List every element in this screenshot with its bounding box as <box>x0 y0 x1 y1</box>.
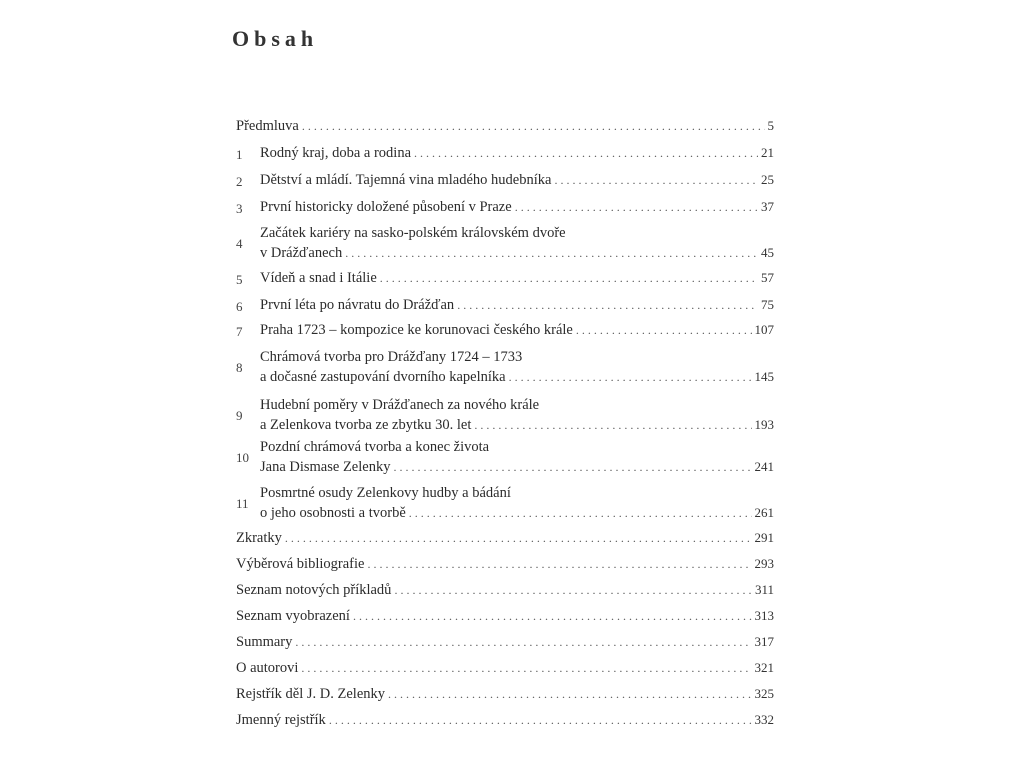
dot-leader <box>380 269 758 288</box>
page-title: Obsah <box>232 26 319 51</box>
dot-leader <box>345 244 758 263</box>
page-number: 321 <box>754 660 774 675</box>
entry-title-line: Vídeň a snad i Itálie <box>260 270 377 286</box>
chapter-number: 6 <box>236 299 243 314</box>
dot-leader <box>285 529 752 548</box>
entry-title-line: Výběrová bibliografie <box>236 556 365 572</box>
chapter-number: 10 <box>236 450 249 465</box>
entry-title-line: Dětství a mládí. Tajemná vina mladého hudebníka <box>260 172 552 188</box>
dot-leader <box>353 607 752 626</box>
dot-leader <box>414 144 758 163</box>
dot-leader <box>576 321 752 340</box>
page-number: 37 <box>761 199 774 214</box>
dot-leader <box>515 198 758 217</box>
chapter-number: 7 <box>236 324 243 339</box>
page-number: 261 <box>754 505 774 520</box>
page-number: 311 <box>754 582 774 597</box>
entry-title-line: Jmenný rejstřík <box>236 712 326 728</box>
dot-leader <box>457 296 758 315</box>
entry-title-line: Seznam notových příkladů <box>236 582 392 598</box>
entry-title-line: První historicky doložené působení v Praze <box>260 199 512 215</box>
entry-title-line: Jana Dismase Zelenky <box>260 459 391 475</box>
dot-leader <box>302 117 765 136</box>
page-number: 75 <box>761 297 774 312</box>
page-number: 45 <box>761 245 774 260</box>
page-number: 25 <box>761 172 774 187</box>
page-number: 313 <box>754 608 774 623</box>
page-number: 57 <box>761 270 774 285</box>
chapter-number: 5 <box>236 272 243 287</box>
page-number: 332 <box>754 712 774 727</box>
dot-leader <box>409 504 752 523</box>
page-number: 21 <box>761 145 774 160</box>
entry-title-line: v Drážďanech <box>260 245 343 261</box>
page-number: 291 <box>754 530 774 545</box>
page-number: 5 <box>767 118 774 133</box>
dot-leader <box>301 659 751 678</box>
dot-leader <box>367 555 751 574</box>
entry-title-line: Zkratky <box>236 530 282 546</box>
page-number: 107 <box>754 322 774 337</box>
entry-title-line: Předmluva <box>236 118 299 134</box>
entry-title-line: Chrámová tvorba pro Drážďany 1724 – 1733 <box>260 349 523 365</box>
entry-title-line: Rodný kraj, doba a rodina <box>260 145 412 161</box>
entry-title-line: o jeho osobnosti a tvorbě <box>260 505 406 521</box>
entry-title-line: a Zelenkova tvorba ze zbytku 30. let <box>260 417 472 433</box>
dot-leader <box>388 685 751 704</box>
chapter-number: 4 <box>236 236 243 251</box>
entry-title-line: Pozdní chrámová tvorba a konec života <box>260 439 490 455</box>
chapter-number: 11 <box>236 496 249 511</box>
chapter-number: 1 <box>236 147 243 162</box>
entry-title-line: Seznam vyobrazení <box>236 608 350 624</box>
page-number: 193 <box>754 417 774 432</box>
page-number: 241 <box>754 459 774 474</box>
dot-leader <box>554 171 758 190</box>
entry-title-line: a dočasné zastupování dvorního kapelníka <box>260 369 506 385</box>
entry-title-line: Hudební poměry v Drážďanech za nového krále <box>260 397 540 413</box>
dot-leader <box>295 633 751 652</box>
chapter-number: 3 <box>236 201 243 216</box>
dot-leader <box>329 711 752 730</box>
dot-leader <box>509 368 752 387</box>
entry-title-line: Rejstřík děl J. D. Zelenky <box>236 686 386 702</box>
dot-leader <box>393 458 751 477</box>
entry-title-line: První léta po návratu do Drážďan <box>260 297 455 313</box>
chapter-number: 2 <box>236 174 243 189</box>
entry-title-line: Summary <box>236 634 293 650</box>
entry-title-line: Začátek kariéry na sasko-polském královském dvoře <box>260 225 566 241</box>
dot-leader <box>474 416 751 435</box>
page-number: 293 <box>754 556 774 571</box>
page-number: 145 <box>754 369 774 384</box>
dot-leader <box>394 581 752 600</box>
page-number: 317 <box>754 634 774 649</box>
chapter-number: 8 <box>236 360 243 375</box>
chapter-number: 9 <box>236 408 243 423</box>
entry-title-line: Posmrtné osudy Zelenkovy hudby a bádání <box>260 485 511 501</box>
entry-title-line: O autorovi <box>236 660 299 676</box>
page-number: 325 <box>754 686 774 701</box>
entry-title-line: Praha 1723 – kompozice ke korunovaci českého krále <box>260 322 573 338</box>
